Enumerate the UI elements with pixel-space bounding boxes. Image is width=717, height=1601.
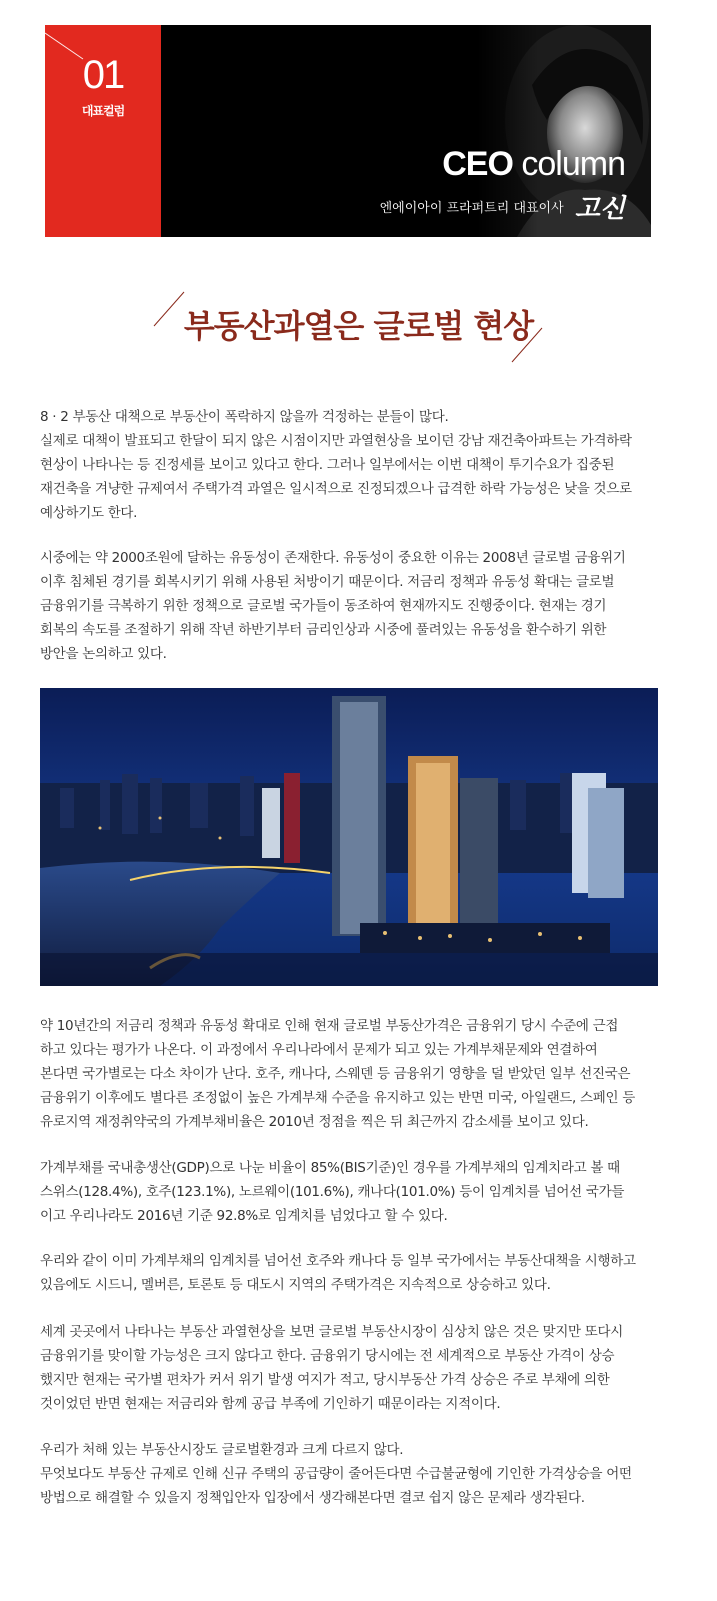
text-line: 금융위기를 맞이할 가능성은 크지 않다고 한다. 금융위기 당시에는 전 세계적으로 부동산 가격이 상승: [40, 1348, 615, 1364]
text-line: 본다면 국가별로는 다소 차이가 난다. 호주, 캐나다, 스웨덴 등 금융위기 영향을 덜 받았던 일부 선진국은: [40, 1066, 631, 1082]
text-line: 이후 침체된 경기를 회복시키기 위해 사용된 처방이기 때문이다. 저금리 정책과 유동성 확대는 글로벌: [40, 574, 615, 590]
text-line: 우리가 처해 있는 부동산시장도 글로벌환경과 크게 다르지 않다.: [40, 1442, 404, 1458]
ceo-heading-light: column: [521, 145, 625, 183]
ceo-column-banner: [45, 25, 651, 237]
paragraph: [40, 1014, 665, 1134]
column-number-label: 대표컬럼: [81, 104, 125, 118]
text-line: 것이었던 반면 현재는 저금리와 함께 공급 부족에 기인하기 때문이라는 지적이다.: [40, 1396, 501, 1412]
text-line: 이고 우리나라도 2016년 기준 92.8%로 임계치를 넘었다고 할 수 있다.: [40, 1208, 448, 1224]
author-company: 엔에이아이 프라퍼트리 대표이사: [379, 201, 564, 216]
text-line: 했지만 현재는 국가별 편차가 커서 위기 발생 여지가 적고, 당시부동산 가격 상승은 주로 부채에 의한: [40, 1372, 610, 1388]
paragraph: [40, 1438, 665, 1510]
title-right-slash: [508, 326, 548, 366]
text-line: 있음에도 시드니, 멜버른, 토론토 등 대도시 지역의 주택가격은 지속적으로 상승하고 있다.: [40, 1277, 551, 1293]
text-line: 약 10년간의 저금리 정책과 유동성 확대로 인해 현재 글로벌 부동산가격은 금융위기 당시 수준에 근접: [40, 1018, 619, 1034]
city-night-skyline-photo: [40, 688, 658, 986]
text-line: 8 · 2 부동산 대책으로 부동산이 폭락하지 않을까 걱정하는 분들이 많다.: [40, 409, 449, 425]
text-line: 실제로 대책이 발표되고 한달이 되지 않은 시점이지만 과열현상을 보이던 강남 재건축아파트는 가격하락: [40, 433, 632, 449]
author-credit: [380, 188, 625, 225]
text-line: 세계 곳곳에서 나타나는 부동산 과열현상을 보면 글로벌 부동산시장이 심상치 않은 것은 맞지만 또다시: [40, 1324, 624, 1340]
ceo-heading-bold: CEO: [442, 145, 513, 183]
paragraph: [40, 1320, 665, 1416]
text-line: 우리와 같이 이미 가계부채의 임계치를 넘어선 호주와 캐나다 등 일부 국가에서는 부동산대책을 시행하고: [40, 1253, 636, 1269]
text-line: 회복의 속도를 조절하기 위해 작년 하반기부터 금리인상과 시중에 풀려있는 유동성을 환수하기 위한: [40, 622, 607, 638]
text-line: 방법으로 해결할 수 있을지 정책입안자 입장에서 생각해본다면 결코 쉽지 않은 문제라 생각된다.: [40, 1490, 585, 1506]
text-line: 유로지역 재정취약국의 가계부채비율은 2010년 정점을 찍은 뒤 최근까지 감소세를 보이고 있다.: [40, 1114, 589, 1130]
text-line: 금융위기를 극복하기 위한 정책으로 글로벌 국가들이 동조하여 현재까지도 진행중이다. 현재는 경기: [40, 598, 607, 614]
paragraph: [40, 1249, 665, 1297]
text-line: 예상하기도 한다.: [40, 505, 138, 521]
text-line: 시중에는 약 2000조원에 달하는 유동성이 존재한다. 유동성이 중요한 이유는 2008년 글로벌 금융위기: [40, 550, 626, 566]
paragraph: [40, 1156, 665, 1228]
ceo-column-heading: [442, 145, 625, 184]
text-line: 스위스(128.4%), 호주(123.1%), 노르웨이(101.6%), 캐나다(101.0%) 등이 임계치를 넘어선 국가들: [40, 1184, 625, 1200]
text-line: 무엇보다도 부동산 규제로 인해 신규 주택의 공급량이 줄어든다면 수급불균형에 기인한 가격상승을 어떤: [40, 1466, 632, 1482]
paragraph: [40, 546, 665, 666]
text-line: 방안을 논의하고 있다.: [40, 646, 167, 662]
column-number: 01: [82, 53, 124, 97]
article-title: 부동산과열은 글로벌 현상: [183, 307, 534, 345]
text-line: 하고 있다는 평가가 나온다. 이 과정에서 우리나라에서 문제가 되고 있는 가계부채문제와 연결하여: [40, 1042, 598, 1058]
text-line: 금융위기 이후에도 별다른 조정없이 높은 가계부채 수준을 유지하고 있는 반면 미국, 아일랜드, 스페인 등: [40, 1090, 635, 1106]
text-line: 가계부채를 국내총생산(GDP)으로 나눈 비율이 85%(BIS기준)인 경우를 가계부채의 임계치라고 볼 때: [40, 1160, 620, 1176]
paragraph: [40, 405, 665, 525]
text-line: 재건축을 겨냥한 규제여서 주택가격 과열은 일시적으로 진정되겠으나 급격한 하락 가능성은 낮을 것으로: [40, 481, 632, 497]
column-number-panel: [45, 25, 161, 237]
author-name: 고신: [574, 194, 625, 224]
text-line: 현상이 나타나는 등 진정세를 보이고 있다고 한다. 그러나 일부에서는 이번 대책이 투기수요가 집중된: [40, 457, 615, 473]
